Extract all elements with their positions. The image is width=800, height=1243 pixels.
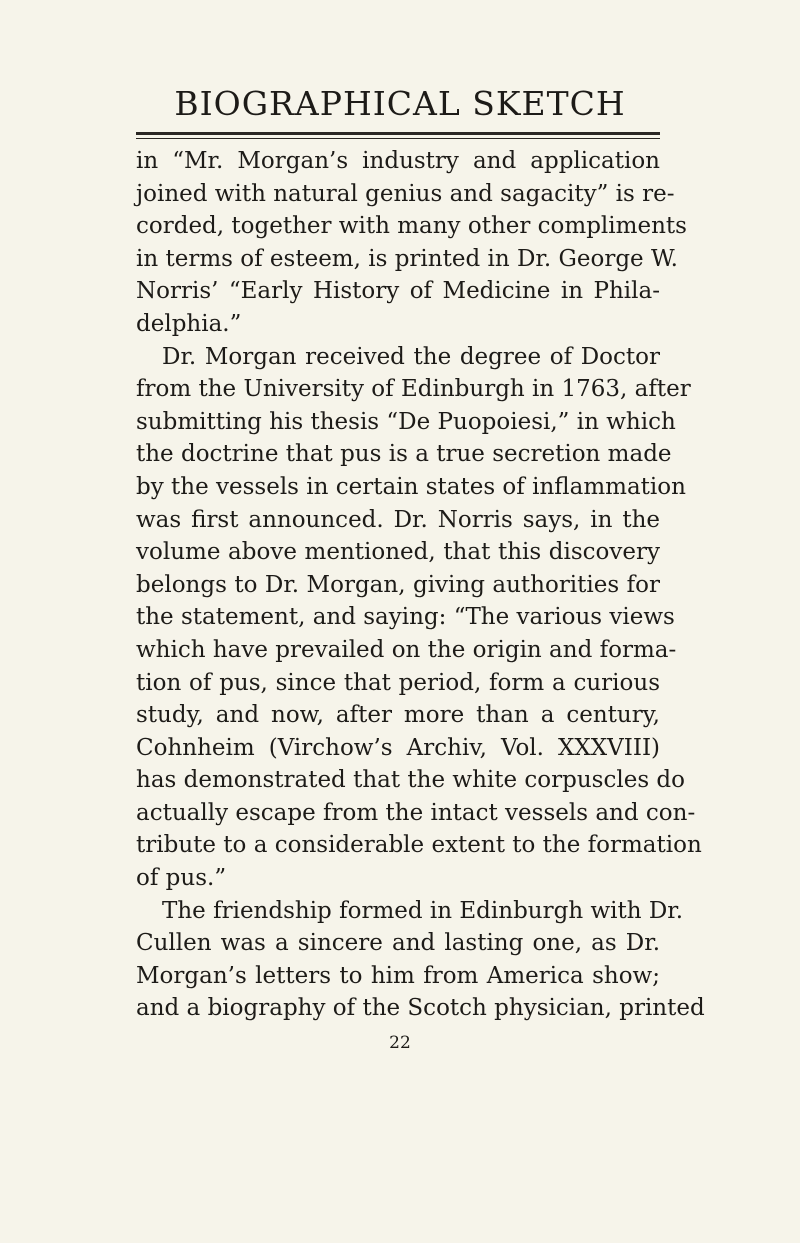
running-head: BIOGRAPHICAL SKETCH xyxy=(174,84,626,123)
text-line: belongs to Dr. Morgan, giving authorities for xyxy=(136,571,660,598)
text-line: Norris’ “Early History of Medicine in Phila- xyxy=(136,278,660,305)
text-line: in terms of esteem, is printed in Dr. George W. xyxy=(136,245,678,272)
text-line: Morgan’s letters to him from America show; xyxy=(136,962,660,989)
text-line: actually escape from the intact vessels and con- xyxy=(136,799,696,826)
text-line: Cullen was a sincere and lasting one, as Dr. xyxy=(136,930,660,957)
text-line: study, and now, after more than a century, xyxy=(136,702,660,729)
text-line: Dr. Morgan received the degree of Doctor xyxy=(162,343,660,370)
text-line: was first announced. Dr. Norris says, in the xyxy=(136,506,660,533)
text-line: from the University of Edinburgh in 1763, after xyxy=(136,376,691,403)
text-line: the statement, and saying: “The various views xyxy=(136,604,675,631)
page-number: 22 xyxy=(389,1033,411,1053)
text-line: by the vessels in certain states of inflammation xyxy=(136,473,686,500)
text-line: corded, together with many other compliments xyxy=(136,213,687,240)
text-line: of pus.” xyxy=(136,865,227,892)
body-text xyxy=(136,145,705,1025)
text-line: delphia.” xyxy=(136,310,242,337)
header-rule-thick xyxy=(136,132,660,135)
text-line: which have prevailed on the origin and forma- xyxy=(136,636,677,663)
text-line: joined with natural genius and sagacity” is re- xyxy=(136,180,675,207)
text-line: submitting his thesis “De Puopoiesi,” in which xyxy=(136,408,676,435)
text-line: volume above mentioned, that this discovery xyxy=(136,539,660,566)
header-rule-thin xyxy=(136,138,660,139)
text-line: The friendship formed in Edinburgh with Dr. xyxy=(162,897,684,924)
text-line: Cohnheim (Virchow’s Archiv, Vol. XXXVIII) xyxy=(136,734,660,761)
text-line: tion of pus, since that period, form a curious xyxy=(136,669,660,696)
text-line: has demonstrated that the white corpuscles do xyxy=(136,767,686,794)
text-line: and a biography of the Scotch physician, printed xyxy=(136,995,705,1022)
text-line: tribute to a considerable extent to the formation xyxy=(136,832,702,859)
text-line: the doctrine that pus is a true secretion made xyxy=(136,441,672,468)
text-line: in “Mr. Morgan’s industry and application xyxy=(136,148,660,174)
